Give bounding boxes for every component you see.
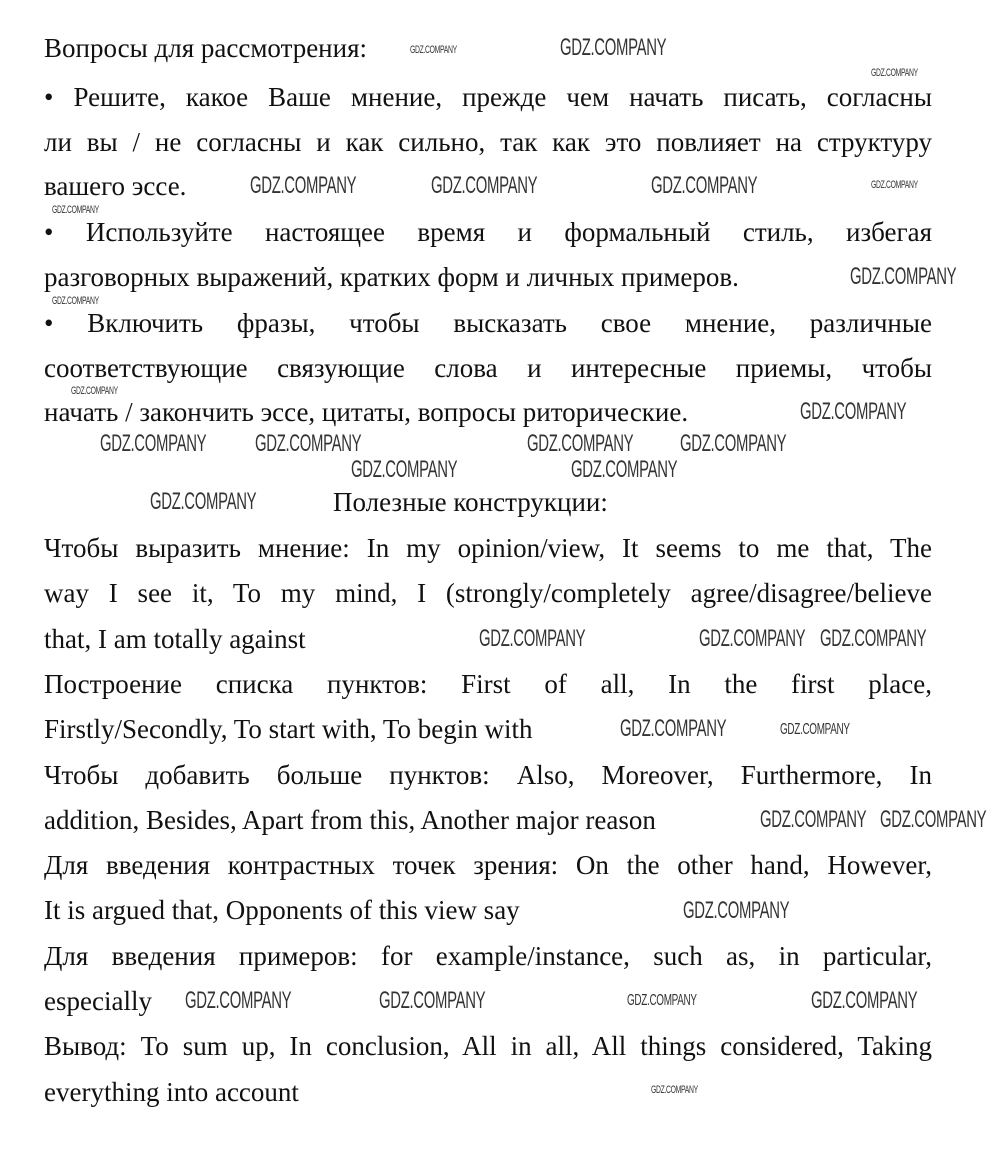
watermark: GDZ.COMPANY — [479, 625, 586, 652]
text-line: начать / закончить эссе, цитаты, вопросы риторические. — [44, 397, 689, 427]
watermark: GDZ.COMPANY — [255, 430, 362, 457]
watermark: GDZ.COMPANY — [871, 67, 918, 79]
watermark: GDZ.COMPANY — [780, 721, 850, 738]
text-line: соответствующие связующие слова и интересные приемы, чтобы — [44, 353, 932, 383]
text-line: разговорных выражений, кратких форм и личных примеров. — [44, 262, 739, 292]
text-line: Вывод: To sum up, In conclusion, All in all, All things considered, Taking — [44, 1031, 932, 1062]
watermark: GDZ.COMPANY — [680, 430, 787, 457]
watermark: GDZ.COMPANY — [185, 987, 292, 1014]
text-line: Чтобы выразить мнение: In my opinion/view, It seems to me that, The — [44, 533, 932, 563]
text-line: • Включить фразы, чтобы высказать свое мнение, различные — [44, 308, 932, 338]
watermark: GDZ.COMPANY — [431, 172, 538, 199]
text-line: Firstly/Secondly, To start with, To begin with — [44, 714, 533, 745]
text-line: addition, Besides, Apart from this, Another major reason — [44, 804, 656, 835]
watermark: GDZ.COMPANY — [699, 625, 806, 652]
watermark: GDZ.COMPANY — [683, 897, 790, 924]
watermark: GDZ.COMPANY — [651, 172, 758, 199]
watermark: GDZ.COMPANY — [820, 625, 927, 652]
text-line: • Используйте настоящее время и формальный стиль, избегая — [44, 217, 932, 247]
watermark: GDZ.COMPANY — [410, 44, 457, 56]
text-line: way I see it, To my mind, I (strongly/completely agree/disagree/believe — [44, 578, 932, 609]
text-line: вашего эссе. — [44, 171, 187, 201]
text-line: everything into account — [44, 1076, 299, 1107]
text-line: that, I am totally against — [44, 623, 306, 654]
watermark: GDZ.COMPANY — [71, 385, 118, 397]
watermark: GDZ.COMPANY — [811, 987, 918, 1014]
watermark: GDZ.COMPANY — [560, 34, 667, 61]
section-heading: Полезные конструкции: — [333, 487, 608, 517]
watermark: GDZ.COMPANY — [627, 992, 697, 1009]
watermark: GDZ.COMPANY — [651, 1084, 698, 1096]
text-line: Для введения примеров: for example/instance, such as, in particular, — [44, 940, 932, 971]
text-line: • Решите, какое Ваше мнение, прежде чем начать писать, согласны — [44, 82, 932, 112]
watermark: GDZ.COMPANY — [150, 488, 257, 515]
watermark: GDZ.COMPANY — [571, 456, 678, 483]
text-line: ли вы / не согласны и как сильно, так как это повлияет на структуру — [44, 127, 932, 157]
section-heading: Вопросы для рассмотрения: — [44, 33, 367, 63]
watermark: GDZ.COMPANY — [871, 179, 918, 191]
watermark: GDZ.COMPANY — [880, 806, 987, 833]
text-line: especially — [44, 986, 152, 1016]
watermark: GDZ.COMPANY — [800, 398, 907, 425]
watermark: GDZ.COMPANY — [527, 430, 634, 457]
watermark: GDZ.COMPANY — [379, 987, 486, 1014]
watermark: GDZ.COMPANY — [100, 430, 207, 457]
watermark: GDZ.COMPANY — [351, 456, 458, 483]
watermark: GDZ.COMPANY — [620, 715, 727, 742]
text-line: Для введения контрастных точек зрения: On the other hand, However, — [44, 850, 932, 881]
watermark: GDZ.COMPANY — [850, 263, 957, 290]
watermark: GDZ.COMPANY — [52, 295, 99, 307]
text-line: Чтобы добавить больше пунктов: Also, Moreover, Furthermore, In — [44, 759, 932, 790]
watermark: GDZ.COMPANY — [760, 806, 867, 833]
watermark: GDZ.COMPANY — [52, 204, 99, 216]
watermark: GDZ.COMPANY — [250, 172, 357, 199]
text-line: It is argued that, Opponents of this view say — [44, 895, 520, 926]
text-line: Построение списка пунктов: First of all, In the first place, — [44, 668, 932, 699]
